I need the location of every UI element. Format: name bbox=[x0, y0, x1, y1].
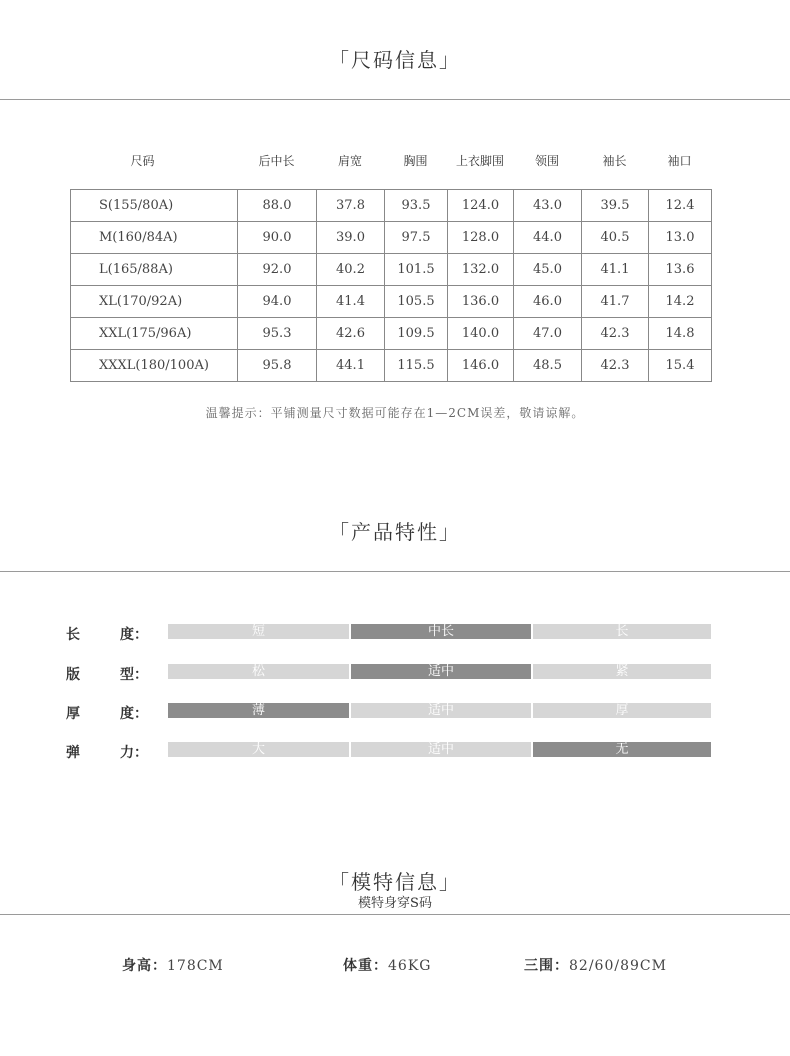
stat-value: 178CM bbox=[167, 958, 224, 974]
measurement-cell: 44.0 bbox=[514, 222, 582, 254]
stat-value: 46KG bbox=[388, 958, 432, 974]
table-row bbox=[71, 350, 712, 382]
stat-label: 身高： bbox=[122, 958, 167, 974]
measurement-cell: 97.5 bbox=[385, 222, 448, 254]
measurement-cell: 45.0 bbox=[514, 254, 582, 286]
divider bbox=[0, 99, 790, 100]
measurement-cell: 13.6 bbox=[649, 254, 712, 286]
measurement-cell: 42.3 bbox=[582, 350, 649, 382]
header-shoulder: 肩宽 bbox=[337, 154, 362, 168]
measurement-cell: 42.3 bbox=[582, 318, 649, 350]
model-weight bbox=[343, 955, 431, 975]
size-cell: XXXL(180/100A) bbox=[71, 350, 238, 382]
attribute-option: 长 bbox=[533, 624, 711, 639]
attribute-label-char: 长 bbox=[66, 627, 80, 643]
size-cell: L(165/88A) bbox=[71, 254, 238, 286]
attribute-option-selected: 中长 bbox=[351, 624, 531, 639]
attribute-option: 紧 bbox=[533, 664, 711, 679]
size-table-header bbox=[70, 152, 711, 172]
attribute-row bbox=[0, 703, 790, 721]
attribute-option: 大 bbox=[168, 742, 349, 757]
attribute-label-char: 厚 bbox=[66, 706, 80, 722]
measurement-cell: 12.4 bbox=[649, 190, 712, 222]
attribute-option: 短 bbox=[168, 624, 349, 639]
model-height bbox=[122, 955, 224, 975]
table-row bbox=[71, 190, 712, 222]
attribute-row bbox=[0, 742, 790, 760]
size-table bbox=[70, 189, 712, 382]
divider bbox=[0, 571, 790, 572]
measurement-cell: 93.5 bbox=[385, 190, 448, 222]
measurement-cell: 41.1 bbox=[582, 254, 649, 286]
attribute-label-char: 度： bbox=[120, 627, 148, 643]
size-cell: M(160/84A) bbox=[71, 222, 238, 254]
measurement-cell: 15.4 bbox=[649, 350, 712, 382]
model-subtitle: 模特身穿S码 bbox=[358, 896, 432, 911]
measurement-cell: 90.0 bbox=[238, 222, 317, 254]
attribute-label-char: 力： bbox=[120, 745, 148, 761]
attribute-option-selected: 适中 bbox=[351, 664, 531, 679]
measurement-cell: 46.0 bbox=[514, 286, 582, 318]
measurement-cell: 42.6 bbox=[317, 318, 385, 350]
measurement-cell: 13.0 bbox=[649, 222, 712, 254]
measurement-cell: 136.0 bbox=[448, 286, 514, 318]
measurement-cell: 44.1 bbox=[317, 350, 385, 382]
measurement-cell: 39.0 bbox=[317, 222, 385, 254]
attribute-option: 适中 bbox=[351, 742, 531, 757]
attribute-option-selected: 薄 bbox=[168, 703, 349, 718]
header-size: 尺码 bbox=[130, 154, 155, 168]
table-row bbox=[71, 318, 712, 350]
attribute-row bbox=[0, 664, 790, 682]
header-sleeve-length: 袖长 bbox=[602, 154, 627, 168]
measurement-cell: 94.0 bbox=[238, 286, 317, 318]
measurement-cell: 48.5 bbox=[514, 350, 582, 382]
measurement-cell: 124.0 bbox=[448, 190, 514, 222]
attribute-label-char: 度： bbox=[120, 706, 148, 722]
header-chest: 胸围 bbox=[403, 154, 428, 168]
measurement-cell: 140.0 bbox=[448, 318, 514, 350]
measurement-cell: 115.5 bbox=[385, 350, 448, 382]
attribute-label-char: 弹 bbox=[66, 745, 80, 761]
measurement-cell: 41.4 bbox=[317, 286, 385, 318]
header-hem: 上衣脚围 bbox=[455, 154, 504, 168]
measurement-cell: 40.2 bbox=[317, 254, 385, 286]
measurement-tip: 温馨提示：平铺测量尺寸数据可能存在1—2CM误差，敬请谅解。 bbox=[205, 406, 585, 420]
stat-label: 体重： bbox=[343, 958, 388, 974]
stat-label: 三围： bbox=[524, 958, 569, 974]
attribute-row bbox=[0, 624, 790, 642]
measurement-cell: 109.5 bbox=[385, 318, 448, 350]
measurement-cell: 146.0 bbox=[448, 350, 514, 382]
product-section-title: 「产品特性」 bbox=[329, 520, 461, 544]
table-row bbox=[71, 254, 712, 286]
measurement-cell: 39.5 bbox=[582, 190, 649, 222]
attribute-option: 松 bbox=[168, 664, 349, 679]
size-section-title: 「尺码信息」 bbox=[329, 48, 461, 72]
measurement-cell: 132.0 bbox=[448, 254, 514, 286]
attribute-option: 厚 bbox=[533, 703, 711, 718]
attribute-label-char: 版 bbox=[66, 667, 80, 683]
attribute-option: 适中 bbox=[351, 703, 531, 718]
divider bbox=[0, 914, 790, 915]
model-section-title: 「模特信息」 bbox=[329, 870, 461, 894]
measurement-cell: 95.3 bbox=[238, 318, 317, 350]
table-row bbox=[71, 222, 712, 254]
stat-value: 82/60/89CM bbox=[569, 958, 667, 974]
measurement-cell: 47.0 bbox=[514, 318, 582, 350]
measurement-cell: 14.2 bbox=[649, 286, 712, 318]
measurement-cell: 40.5 bbox=[582, 222, 649, 254]
size-cell: XXL(175/96A) bbox=[71, 318, 238, 350]
size-cell: XL(170/92A) bbox=[71, 286, 238, 318]
model-measurements bbox=[524, 955, 667, 975]
measurement-cell: 101.5 bbox=[385, 254, 448, 286]
size-cell: S(155/80A) bbox=[71, 190, 238, 222]
measurement-cell: 37.8 bbox=[317, 190, 385, 222]
attribute-label-char: 型： bbox=[120, 667, 148, 683]
measurement-cell: 88.0 bbox=[238, 190, 317, 222]
measurement-cell: 41.7 bbox=[582, 286, 649, 318]
header-back-length: 后中长 bbox=[258, 154, 295, 168]
measurement-cell: 105.5 bbox=[385, 286, 448, 318]
measurement-cell: 128.0 bbox=[448, 222, 514, 254]
measurement-cell: 92.0 bbox=[238, 254, 317, 286]
header-cuff: 袖口 bbox=[667, 154, 692, 168]
measurement-cell: 43.0 bbox=[514, 190, 582, 222]
measurement-cell: 95.8 bbox=[238, 350, 317, 382]
table-row bbox=[71, 286, 712, 318]
measurement-cell: 14.8 bbox=[649, 318, 712, 350]
header-collar: 领围 bbox=[534, 154, 559, 168]
attribute-option-selected: 无 bbox=[533, 742, 711, 757]
